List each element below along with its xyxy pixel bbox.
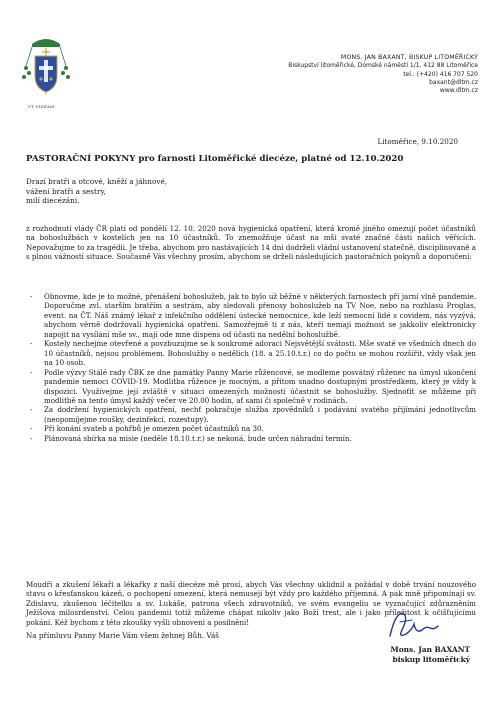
list-item [26,292,476,339]
list-item [26,339,476,367]
bullet-icon: - [30,292,33,301]
salutation-line: vážení bratři a sestry, [26,186,106,196]
blessing-line: Na přímluvu Panny Marie Vám všem žehnej Bůh. Váš [26,631,219,640]
signer-name: Mons. Jan BAXANT [390,645,470,654]
letterhead-address: Biskupství litoměřické, Dómské náměstí 1/1, 412 88 Litoměřice [288,62,478,70]
coat-of-arms-motto: UT VIDEAM [27,104,55,109]
list-item [26,368,476,406]
letterhead-phone: tel.: (+420) 416 707 520 [403,70,478,78]
salutation-line: milí diecézáni, [26,196,80,206]
letterhead-name: MONS. JAN BAXANT, BISKUP LITOMĚŘICKÝ [340,54,478,61]
list-item-text: Podle výzvy Stálé rady ČBK ze dne památky Panny Marie růžencové, se modleme posvátný růženec na úmysl ukončení pandemie nemoci COVID-19. Modlitba růžence je mocným, a přitom snadno dostupným prostředkem, který je vždy k dispozici. Využívejme její zvláště v situaci omezených možností účastnit se bohoslužby. Sjednoťit se můžeme při modlitbě na tento úmysl každý večer ve 20.00 hodin, ať sami či společně v rodinách. [44,367,476,405]
bullet-icon: - [30,433,33,443]
list-item [26,405,476,424]
letterhead-email: baxant@dltm.cz [429,78,478,86]
handwritten-signature-icon [382,604,442,644]
bullet-icon: - [30,339,33,349]
episcopal-coat-of-arms-icon [20,36,72,98]
list-item-text: Kostely nechejme otevřené a povzbuzujme se k soukromé adoraci Nejsvětější svátosti. Mše svaté ve všedních dnech do 10 účastníků, nejsou problémem. Bohoslužby o nedělích (18. a 25.10.t.r.) co do počtu se mohou rozšířit, vždy však jen na 10 osob. [44,339,476,368]
salutation [26,177,326,206]
signer-role: biskup litoměřický [392,654,470,664]
letter-date: Litoměřice, 9.10.2020 [377,137,458,146]
bullet-icon: - [30,424,33,434]
list-item-text: Obnovme, kde je to možné, přenášení bohoslužeb, jak to bylo už běžné v některých farnostech při jarní vlně pandemie. Doporučme zvl. starším bratřím a sestrám, aby sledovali přenosy bohoslužeb na TV Noe, nebo na rozhlasu Proglas, event. na ČT. Náš známý lékař z infekčního oddělení ústecké nemocnice, kde leží nemocní lidé s covidem, nás vyzývá, abychom věrně dodržovali hygienická opatření. Samozřejmě ti z nás, kteří nemají možnost se jakkoliv elektronicky napojit na vysílání mše sv., mají ode mne dispens od účasti na nedělní bohoslužbě. [44,292,476,339]
list-item [26,424,476,433]
letterhead-web: www.dltm.cz [439,87,478,95]
bullet-icon: - [30,405,33,415]
list-item-text: Při konání svateb a pohřbů je omezen počet účastníků na 30. [44,424,264,434]
salutation-line: Drazí bratři a otcové, kněží a jáhnové, [26,177,168,186]
intro-paragraph: z rozhodnutí vlády ČR platí od pondělí 12. 10. 2020 nová hygienická opatření, která kromě jiného omezují počet účastníků na bohoslužbách v kostelích jen na 10 účastníků. To znemožňuje účast na mši svaté značné části našich věřících. Nepovažujme to za tragédii. Je třeba, abychom pro nastávajících 14 dní dodrželi vládní ustanovení statečně, disciplinovaně a s plnou vážností situace. Současně Vás všechny prosím, abychom se drželi následujících pastoračních pokynů a doporučení: [26,224,476,262]
list-item [26,434,476,443]
letterhead [218,54,478,95]
bullet-icon: - [30,367,33,377]
list-item-text: Plánovaná sbírka na misie (neděle 18.10.t.r.) se nekoná, bude určen náhradní termín. [44,433,352,443]
list-item-text: Za dodržení hygienických opatření, nechť pokračuje služba zpovědníků i podávání svatého přijímání jednotlivcům (neopomíjejme roušky, dezinfekci, rozestupy). [44,405,476,424]
document-title: PASTORAČNÍ POKYNY pro farnosti Litoměřické diecéze, platné od 12.10.2020 [26,154,404,164]
guidelines-list [26,292,476,443]
signature-block [391,645,470,664]
closing-paragraph: Moudří a zkušení lékaři a lékařky z naší diecéze mě prosí, abych Vás všechny uklidnil a požádal v době trvání nouzového stavu o křesťanskou kázeň, o pochopení omezení, která nemusejí být vždy pro každého příjemná. A pak mně připomínají sv. Zdislavu, zkušenou léčitelku a sv. Lukáše, patrona všech zdravotníků, ve svém evangeliu se vyznačující zdůrazněním Ježíšova milosrdenství. Celou pandemii totiž můžeme chápat nikoliv jako Boží trest, ale i jako příležitost k očišťujícímu pokání. Kéž bychom z této zkoušky vyšli obnoveni a posilněni! [26,580,476,627]
